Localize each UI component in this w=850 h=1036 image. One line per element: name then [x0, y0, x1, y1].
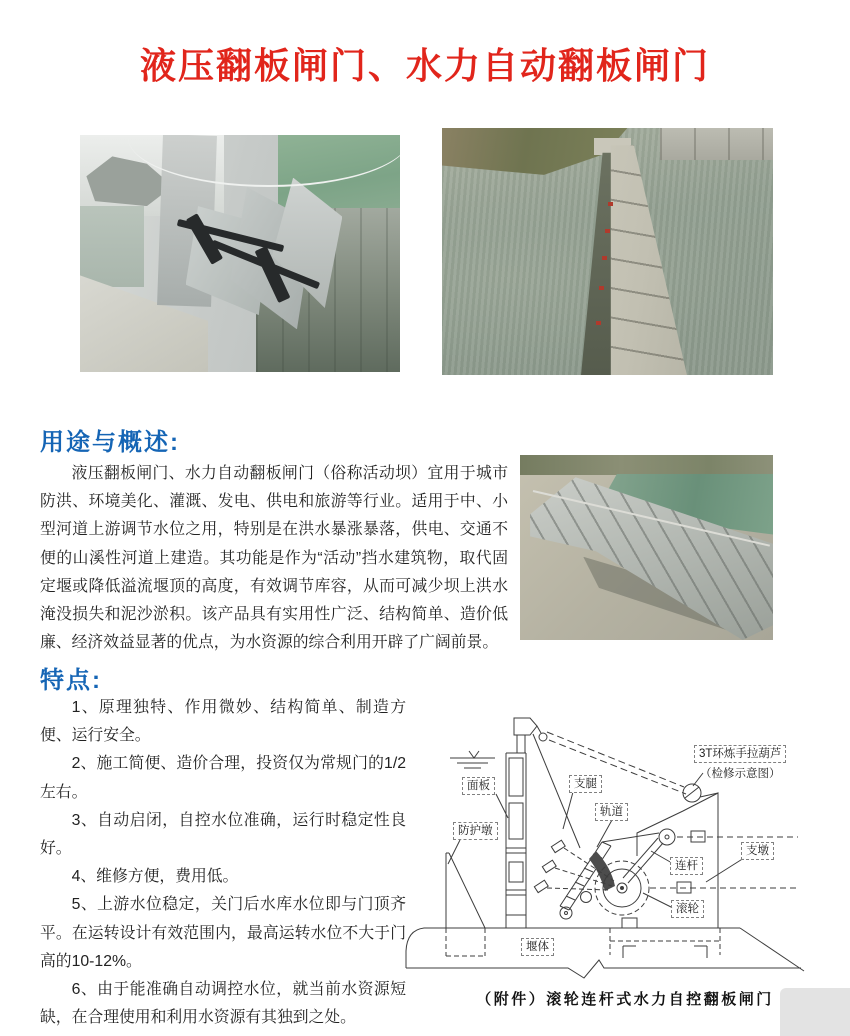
flap-gate-diagram: [400, 690, 850, 990]
feature-item: 6、由于能准确自动调控水位，就当前水资源短缺，在合理使用和利用水资源有其独到之处。: [40, 981, 406, 1027]
feature-item: 5、上游水位稳定，关门后水库水位即与门顶齐平。在运转设计有效范围内，最高运转水位不大于门高的10-12%。: [40, 896, 406, 970]
diagram-label-hoist-note: （检修示意图）: [700, 768, 781, 780]
diagram-label-panel: 面板: [462, 777, 495, 795]
photo2-red-mark: [596, 321, 601, 325]
feature-item: 4、维修方便，费用低。: [71, 868, 239, 886]
photo2-red-mark: [599, 286, 604, 290]
diagram-label-roller: 滚轮: [671, 900, 704, 918]
photo3-vegetation: [520, 455, 773, 475]
photo2-red-mark: [608, 202, 613, 206]
page-title: 液压翻板闸门、水力自动翻板闸门: [139, 45, 710, 86]
diagram-label-support-pier: 支墩: [741, 842, 774, 860]
photo1-left-water: [80, 206, 144, 287]
overview-heading: 用途与概述:: [40, 429, 180, 456]
diagram-label-link-rod: 连杆: [670, 857, 703, 875]
photo-gate-closeup: [80, 135, 400, 372]
diagram-label-support-leg: 支腿: [569, 775, 602, 793]
features-heading: 特点:: [40, 667, 102, 694]
photo-gates-row: [520, 455, 773, 640]
photo2-concrete-wall: [660, 128, 773, 160]
diagram-label-hoist: 3T环炼手拉葫芦: [694, 745, 786, 763]
photo-weir-river: [442, 128, 773, 375]
scan-artifact: [780, 988, 850, 1036]
weir-base-outline: [406, 928, 804, 978]
guard-pier-outline: [446, 853, 485, 956]
gate-arm: [589, 851, 615, 891]
diagram-label-weir-body: 堰体: [521, 938, 554, 956]
arm-pivot: [581, 892, 592, 903]
diagram-label-guard-pier: 防护墩: [453, 822, 498, 840]
overview-paragraph: 液压翻板闸门、水力自动翻板闸门（俗称活动坝）宜用于城市防洪、环境美化、灌溉、发电、供电和旅游等行业。适用于中、小型河道上游调节水位之用，特别是在洪水暴涨暴落，供电、交通不便的山溪性河道上建造。其功能是作为“活动”挡水建筑物，取代固定堰或降低溢流堰顶的高度，有效调节库容，从而可减少坝上洪水淹没损失和泥沙淤积。该产品具有实用性广泛、结构简单、造价低廉、经济效益显著的优点，为水资源的综合利用开辟了广阔前景。: [40, 465, 508, 652]
hoist-chain: [547, 732, 686, 794]
feature-item: 3、自动启闭，自控水位准确，运行时稳定性良好。: [40, 811, 406, 858]
feature-item: 1、原理独特、作用微妙、结构简单、制造方便、运行安全。: [40, 699, 406, 745]
water-level-icon: [450, 751, 495, 768]
feature-item: 2、施工简便、造价合理，投资仅为常规门的1/2左右。: [40, 755, 406, 801]
diagram-caption: （附件）滚轮连杆式水力自控翻板闸门: [476, 991, 774, 1008]
features-list: [40, 694, 406, 1032]
hoist-pulley: [683, 784, 718, 802]
photo2-red-mark: [602, 256, 607, 260]
gate-panel-lines: [506, 718, 547, 928]
diagram-label-track: 轨道: [595, 803, 628, 821]
photo2-red-mark: [605, 229, 610, 233]
